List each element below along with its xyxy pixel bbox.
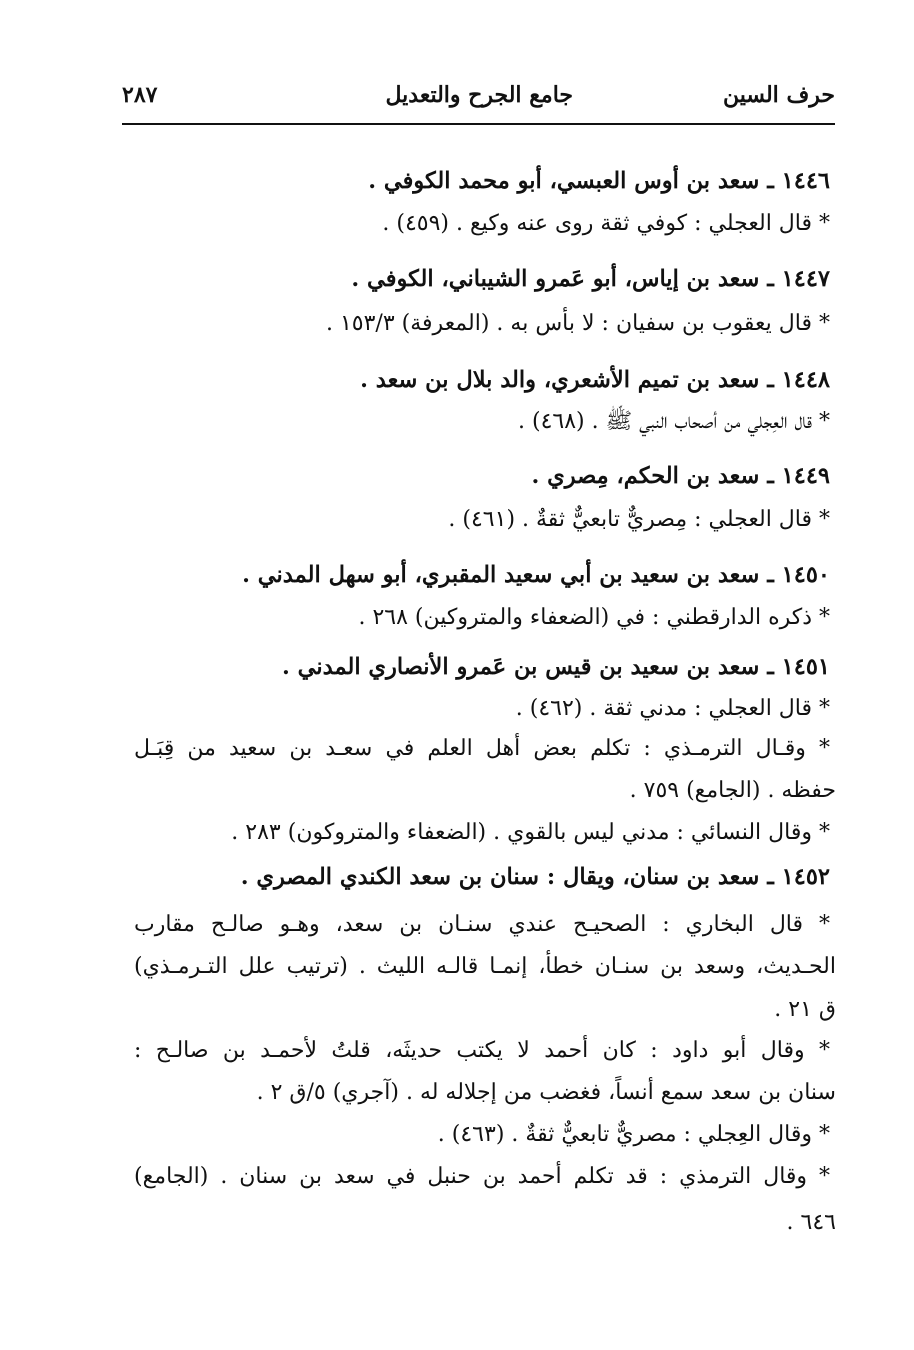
entry-text-line: * قال العجلي : مدني ثقة . (٤٦٢) .: [515, 696, 830, 721]
entry-text-line: * وقال أبو داود : كان أحمد لا يكتب حديثَه، قلتُ لأحمـد بن صالـح :: [134, 1038, 830, 1063]
entry-text-line: * وقـال الترمـذي : تكلم بعض أهل العلم في سعـد بن سعيد من قِبَـل: [134, 736, 830, 761]
entry-text-line: * قال البخاري : الصحيـح عندي سنـان بن سعد، وهـو صالـح مقارب: [134, 912, 830, 937]
entry-heading-1446: ١٤٤٦ ـ سعد بن أوس العبسي، أبو محمد الكوفي .: [368, 168, 830, 194]
entry-heading-1447: ١٤٤٧ ـ سعد بن إياس، أبو عَمرو الشيباني، الكوفي .: [351, 266, 830, 292]
book-title: جامع الجرح والتعديل: [385, 82, 573, 108]
entry-text-line: * ذكره الدارقطني : في (الضعفاء والمتروكين) ٢٦٨ .: [358, 605, 830, 630]
entry-text-line: ٦٤٦ .: [786, 1210, 836, 1235]
entry-text-line: سنان بن سعد سمع أنساً، فغضب من إجلاله له . (آجري) ٥/ق ٢ .: [256, 1080, 836, 1105]
chapter-heading: حرف السين: [722, 82, 835, 108]
entry-text-line: حفظه . (الجامع) ٧٥٩ .: [629, 778, 836, 803]
entry-heading-1450: ١٤٥٠ ـ سعد بن سعيد بن أبي سعيد المقبري، أبو سهل المدني .: [242, 562, 830, 588]
entry-heading-1452: ١٤٥٢ ـ سعد بن سنان، ويقال : سنان بن سعد الكندي المصري .: [240, 864, 830, 890]
entry-text-line: * قال العجلي : مِصريٌّ تابعيٌّ ثقةٌ . (٤٦١) .: [448, 507, 830, 532]
page-number: ٢٨٧: [122, 82, 158, 108]
entry-text-line: ق ٢١ .: [774, 997, 836, 1022]
entry-text-line: * وقال النسائي : مدني ليس بالقوي . (الضعفاء والمتروكون) ٢٨٣ .: [231, 820, 830, 845]
page-header: [122, 82, 835, 118]
entry-text-line: * وقال الترمذي : قد تكلم أحمد بن حنبل في سعد بن سنان . (الجامع): [134, 1164, 830, 1189]
entry-heading-1451: ١٤٥١ ـ سعد بن سعيد بن قيس بن عَمرو الأنصاري المدني .: [281, 654, 830, 680]
entry-text-line: * قال العجلي : كوفي ثقة روى عنه وكيع . (٤٥٩) .: [382, 211, 830, 236]
entry-text-line: * قال يعقوب بن سفيان : لا بأس به . (المعرفة) ١٥٣/٣ .: [325, 311, 830, 336]
entry-text-line: * قال العِجلي من أصحاب النبي ﷺ . (٤٦٨) .: [518, 409, 830, 434]
entry-heading-1449: ١٤٤٩ ـ سعد بن الحكم، مِصري .: [531, 463, 830, 489]
entry-text-line: الحـديث، وسعد بن سنـان خطأ، إنمـا قالـه الليث . (ترتيب علل التـرمـذي): [134, 954, 836, 979]
entry-heading-1448: ١٤٤٨ ـ سعد بن تميم الأشعري، والد بلال بن سعد .: [360, 367, 830, 393]
header-divider: [122, 123, 835, 125]
entry-text-line: * وقال العِجلي : مصريٌّ تابعيٌّ ثقةٌ . (٤٦٣) .: [437, 1122, 830, 1147]
